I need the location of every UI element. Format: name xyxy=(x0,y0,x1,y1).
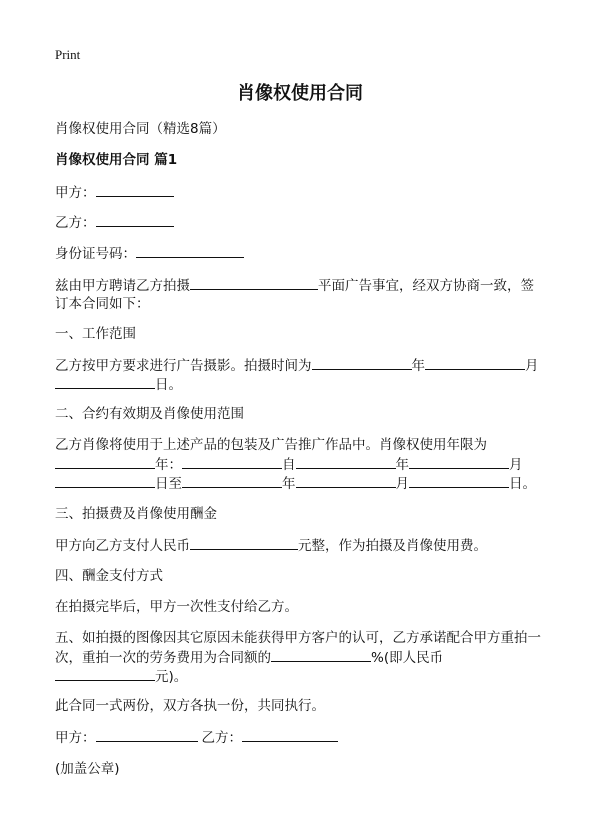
p2-line-1: 乙方肖像将使用于上述产品的包装及广告推广作品中。肖像权使用年限为 xyxy=(55,437,487,453)
p1-day-blank xyxy=(55,375,155,389)
p3-line xyxy=(55,536,487,555)
p2-from-blank xyxy=(182,455,282,469)
p2-month-blank xyxy=(409,455,509,469)
p4-line: 在拍摄完毕后，甲方一次性支付给乙方。 xyxy=(55,599,298,615)
p1-year-blank xyxy=(312,356,412,370)
p2-from: 自 xyxy=(282,457,296,473)
subtitle: 肖像权使用合同（精选8篇） xyxy=(55,121,226,137)
intro-text-a: 兹由甲方聘请乙方拍摄 xyxy=(55,278,190,294)
heading-2: 二、合约有效期及肖像使用范围 xyxy=(55,406,244,422)
p2-end-month-blank xyxy=(296,474,396,488)
sign-a-blank xyxy=(96,728,198,742)
p2-month: 月 xyxy=(509,457,523,473)
p2-year-blank xyxy=(296,455,396,469)
p2-line-2 xyxy=(55,455,523,474)
heading-1: 一、工作范围 xyxy=(55,326,136,342)
section-title: 肖像权使用合同 篇1 xyxy=(55,152,178,168)
p2-end-month: 月 xyxy=(395,476,409,492)
intro-line-1 xyxy=(55,276,534,295)
p3-text-a: 甲方向乙方支付人民币 xyxy=(55,538,190,554)
signature-line xyxy=(55,728,338,747)
heading-4: 四、酬金支付方式 xyxy=(55,568,163,584)
print-link[interactable]: Print xyxy=(55,47,81,62)
party-a-blank xyxy=(96,183,174,197)
p5-text-a: 次，重拍一次的劳务费用为合同额的 xyxy=(55,650,271,666)
p2-year: 年 xyxy=(395,457,409,473)
p5-line-2 xyxy=(55,648,443,667)
sign-a-label: 甲方： xyxy=(55,730,96,746)
p2-year-colon: 年： xyxy=(155,457,182,473)
p2-end-year-blank xyxy=(182,474,282,488)
intro-line-2: 订本合同如下： xyxy=(55,296,150,312)
intro-text-b: 平面广告事宜，经双方协商一致，签 xyxy=(318,278,534,294)
seal-note: (加盖公章) xyxy=(55,761,120,777)
heading-3: 三、拍摄费及肖像使用酬金 xyxy=(55,506,217,522)
p1-month-blank xyxy=(425,356,525,370)
p2-day-blank xyxy=(55,474,155,488)
party-a-line xyxy=(55,183,174,202)
p2-end-day-blank xyxy=(409,474,509,488)
p3-text-b: 元整，作为拍摄及肖像使用费。 xyxy=(298,538,487,554)
party-b-label: 乙方： xyxy=(55,215,96,231)
id-line xyxy=(55,244,244,263)
id-blank xyxy=(136,244,244,258)
intro-blank xyxy=(190,276,318,290)
p5-rmb-blank xyxy=(55,667,155,681)
page-title: 肖像权使用合同 xyxy=(237,83,363,104)
party-a-label: 甲方： xyxy=(55,185,96,201)
p1-month: 月 xyxy=(525,358,539,374)
p2-end-year: 年 xyxy=(282,476,296,492)
p2-end-day: 日。 xyxy=(509,476,536,492)
id-label: 身份证号码： xyxy=(55,246,136,262)
sign-b-blank xyxy=(242,728,338,742)
p5-percent-blank xyxy=(271,648,371,662)
p1-line-1 xyxy=(55,356,539,375)
p2-line-3 xyxy=(55,474,536,493)
p3-amount-blank xyxy=(190,536,298,550)
party-b-blank xyxy=(96,213,174,227)
p5-line-1: 五、如拍摄的图像因其它原因未能获得甲方客户的认可，乙方承诺配合甲方重拍一 xyxy=(55,630,541,646)
p6-line: 此合同一式两份，双方各执一份，共同执行。 xyxy=(55,698,325,714)
p2-to-day: 日至 xyxy=(155,476,182,492)
p1-line-2 xyxy=(55,375,182,394)
p5-line-3 xyxy=(55,667,187,686)
sign-b-label: 乙方： xyxy=(201,730,242,746)
p2-years-blank xyxy=(55,455,155,469)
p5-text-b: %(即人民币 xyxy=(371,650,444,666)
p1-day: 日。 xyxy=(155,377,182,393)
p1-text: 乙方按甲方要求进行广告摄影。拍摄时间为 xyxy=(55,358,312,374)
p1-year: 年 xyxy=(411,358,425,374)
party-b-line xyxy=(55,213,174,232)
p5-text-c: 元)。 xyxy=(155,669,188,685)
